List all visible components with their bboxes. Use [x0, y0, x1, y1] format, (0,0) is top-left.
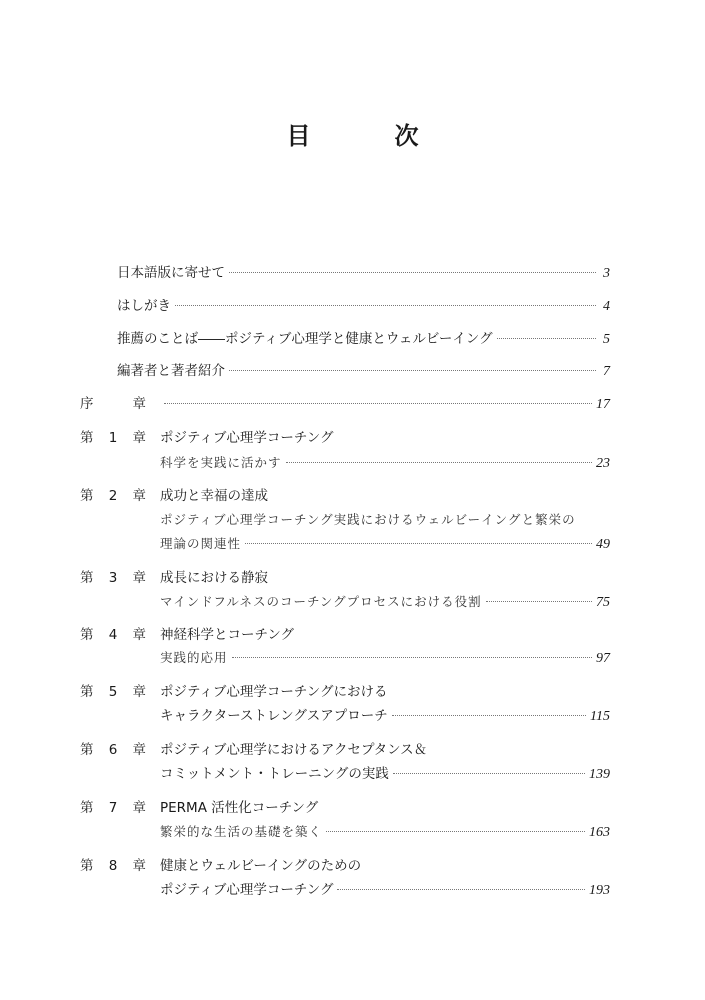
chapter-num: 3	[108, 570, 118, 586]
page-number: 97	[596, 651, 610, 666]
chapter-prefix: 第	[80, 430, 94, 446]
chapter-title: キャラクターストレングスアプローチ	[160, 708, 388, 724]
chapter-prefix: 第	[80, 570, 94, 586]
chapter-title: 健康とウェルビーイングのための	[160, 858, 362, 874]
chapter-subtitle-line[interactable]	[160, 510, 610, 530]
chapter-entry[interactable]	[80, 740, 610, 760]
dot-leader	[326, 831, 585, 832]
chapter-entry[interactable]	[80, 625, 610, 645]
dot-leader	[232, 657, 592, 658]
page-number: 23	[596, 456, 610, 471]
dot-leader	[164, 403, 592, 404]
dot-leader	[337, 889, 585, 890]
chapter-num: 7	[108, 800, 118, 816]
chapter-num: 1	[108, 430, 118, 446]
chapter-prefix: 第	[80, 800, 94, 816]
toc-entry[interactable]	[117, 361, 610, 381]
dot-leader	[286, 462, 592, 463]
chapter-title: PERMA 活性化コーチング	[160, 800, 319, 816]
chapter-num: 2	[108, 488, 118, 504]
chapter-number	[80, 740, 160, 760]
chapter-num: 4	[108, 627, 118, 643]
entry-label: 日本語版に寄せて	[117, 265, 225, 281]
chapter-subtitle-line[interactable]	[160, 534, 610, 554]
chapter-subtitle: 理論の関連性	[160, 536, 242, 551]
chapter-entry[interactable]	[80, 798, 610, 818]
page-number: 3	[603, 266, 610, 281]
chapter-entry[interactable]	[80, 428, 610, 448]
page-number: 49	[596, 537, 610, 552]
chapter-title: 神経科学とコーチング	[160, 627, 295, 643]
chapter-prefix: 第	[80, 488, 94, 504]
chapter-title: 成長における静寂	[160, 570, 268, 586]
chapter-title-line[interactable]	[160, 764, 610, 784]
toc-entry[interactable]	[117, 296, 610, 316]
chapter-subtitle: 科学を実践に活かす	[160, 455, 282, 470]
dot-leader	[393, 773, 585, 774]
chapter-title: ポジティブ心理学コーチング	[160, 882, 334, 898]
chapter-title-line[interactable]	[160, 880, 610, 900]
chapter-suffix: 章	[132, 570, 146, 586]
dot-leader	[175, 305, 596, 306]
dot-leader	[497, 338, 596, 339]
chapter-number	[80, 486, 160, 506]
chapter-subtitle: 繁栄的な生活の基礎を築く	[160, 824, 323, 839]
toc-entry[interactable]	[117, 263, 610, 283]
chapter-num: 8	[108, 858, 118, 874]
page-number: 75	[596, 595, 610, 610]
chapter-entry[interactable]	[80, 856, 610, 876]
chapter-subtitle-line[interactable]	[160, 453, 610, 473]
chapter-number	[80, 798, 160, 818]
chapter-suffix: 章	[132, 858, 146, 874]
chapter-subtitle: 実践的応用	[160, 650, 228, 665]
page-number: 163	[589, 825, 610, 840]
dot-leader	[245, 543, 592, 544]
chapter-number	[80, 428, 160, 448]
chapter-number	[80, 856, 160, 876]
chapter-prefix: 第	[80, 858, 94, 874]
chapter-subtitle-line[interactable]	[160, 592, 610, 612]
chapter-subtitle-line[interactable]	[160, 822, 610, 842]
chapter-number	[80, 568, 160, 588]
chapter-suffix: 章	[132, 488, 146, 504]
page-number: 17	[596, 397, 610, 412]
chapter-title: ポジティブ心理学におけるアクセプタンス＆	[160, 742, 428, 758]
dot-leader	[229, 370, 596, 371]
chapter-entry[interactable]	[80, 682, 610, 702]
page-number: 115	[590, 709, 610, 724]
chapter-title: 成功と幸福の達成	[160, 488, 268, 504]
page-number: 139	[589, 767, 610, 782]
chapter-prefix: 第	[80, 742, 94, 758]
page-number: 7	[603, 364, 610, 379]
dot-leader	[392, 715, 586, 716]
chapter-suffix: 章	[132, 430, 146, 446]
chapter-prefix: 序	[80, 396, 94, 412]
chapter-title: コミットメント・トレーニングの実践	[160, 766, 389, 782]
dot-leader	[486, 601, 592, 602]
chapter-suffix: 章	[132, 396, 146, 412]
page-title: 目 次	[286, 121, 449, 150]
dot-leader	[229, 272, 596, 273]
entry-label: 編著者と著者紹介	[117, 363, 225, 379]
chapter-number	[80, 394, 160, 414]
chapter-subtitle: マインドフルネスのコーチングプロセスにおける役割	[160, 594, 482, 609]
page-number: 193	[589, 883, 610, 898]
chapter-title: ポジティブ心理学コーチング	[160, 430, 334, 446]
chapter-prefix: 第	[80, 684, 94, 700]
chapter-suffix: 章	[132, 742, 146, 758]
chapter-suffix: 章	[132, 684, 146, 700]
toc-entry[interactable]	[117, 329, 610, 349]
chapter-number	[80, 625, 160, 645]
chapter-entry[interactable]	[80, 486, 610, 506]
entry-label: 推薦のことば――ポジティブ心理学と健康とウェルビーイング	[117, 331, 493, 347]
chapter-subtitle-line[interactable]	[160, 648, 610, 668]
chapter-entry[interactable]	[80, 568, 610, 588]
chapter-suffix: 章	[132, 627, 146, 643]
chapter-title-line[interactable]	[160, 706, 610, 726]
entry-label: はしがき	[117, 298, 171, 314]
chapter-subtitle: ポジティブ心理学コーチング実践におけるウェルビーイングと繁栄の	[160, 512, 576, 527]
chapter-num: 5	[108, 684, 118, 700]
chapter-entry[interactable]	[80, 394, 610, 414]
chapter-suffix: 章	[132, 800, 146, 816]
chapter-num: 6	[108, 742, 118, 758]
page-number: 4	[603, 299, 610, 314]
page-number: 5	[603, 332, 610, 347]
chapter-number	[80, 682, 160, 702]
chapter-prefix: 第	[80, 627, 94, 643]
chapter-title: ポジティブ心理学コーチングにおける	[160, 684, 388, 700]
